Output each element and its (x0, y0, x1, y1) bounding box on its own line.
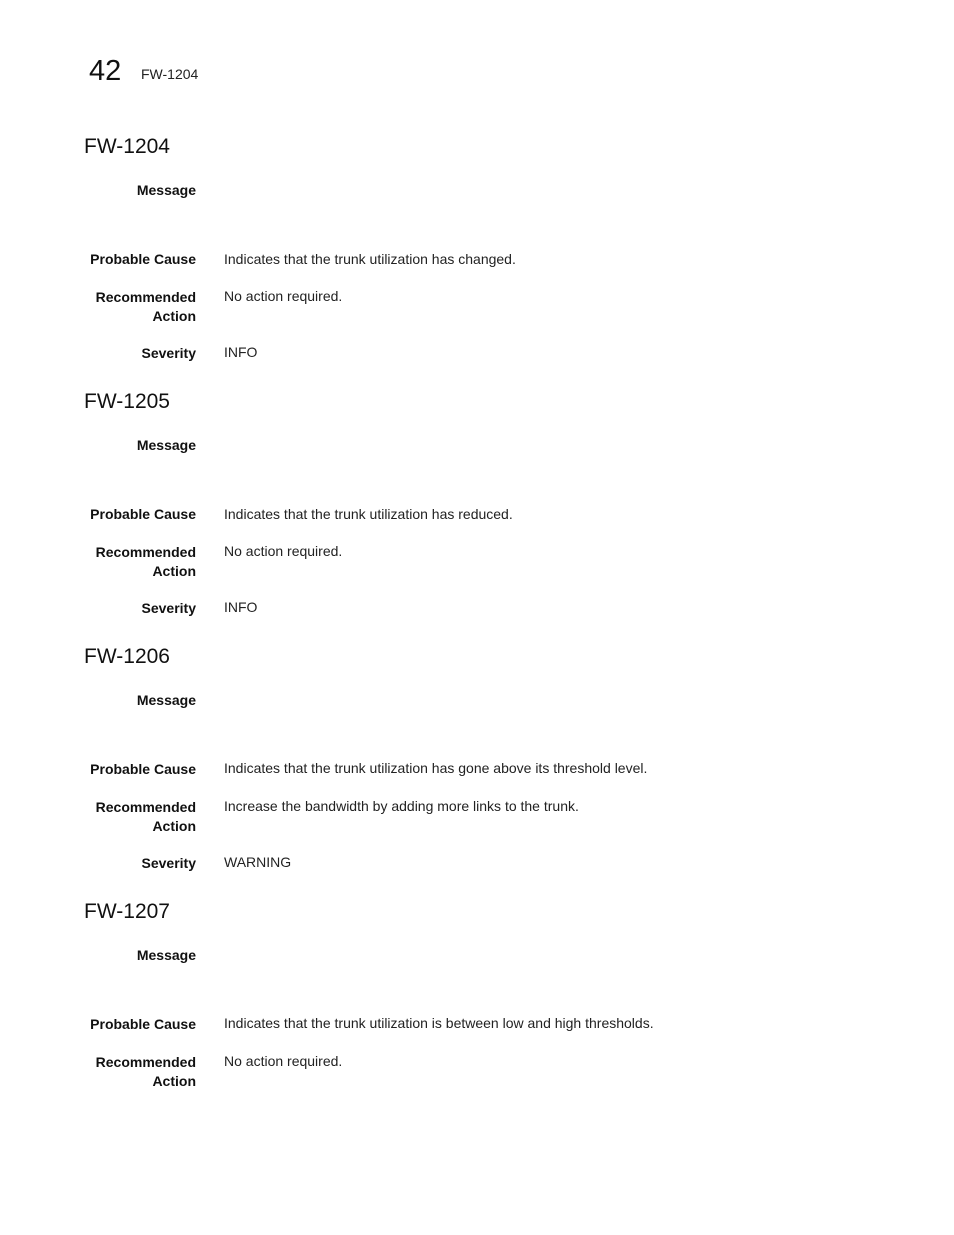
entry-title: FW-1207 (84, 900, 170, 923)
severity-label: Severity (141, 855, 196, 871)
probable-cause-label: Probable Cause (90, 251, 196, 267)
recommended-action-label-line2: Action (152, 1073, 196, 1089)
recommended-action-label-line1: Recommended (95, 1054, 196, 1070)
severity-value: INFO (224, 599, 258, 615)
probable-cause-value: Indicates that the trunk utilization has reduced. (224, 506, 513, 522)
probable-cause-label: Probable Cause (90, 761, 196, 777)
recommended-action-label-line1: Recommended (95, 799, 196, 815)
recommended-action-label-line2: Action (152, 563, 196, 579)
recommended-action-label-line2: Action (152, 818, 196, 834)
probable-cause-label: Probable Cause (90, 1016, 196, 1032)
severity-value: INFO (224, 344, 258, 360)
probable-cause-value: Indicates that the trunk utilization has gone above its threshold level. (224, 760, 648, 776)
probable-cause-label: Probable Cause (90, 506, 196, 522)
severity-value: WARNING (224, 854, 292, 870)
recommended-action-value: No action required. (224, 543, 343, 559)
message-label: Message (136, 692, 196, 708)
entry-title: FW-1204 (84, 135, 170, 158)
recommended-action-value: No action required. (224, 1053, 343, 1069)
entry-title: FW-1206 (84, 645, 170, 668)
probable-cause-value: Indicates that the trunk utilization has changed. (224, 251, 516, 267)
recommended-action-value: No action required. (224, 288, 343, 304)
page-number: 42 (89, 55, 122, 87)
probable-cause-value: Indicates that the trunk utilization is between low and high thresholds. (224, 1015, 654, 1031)
message-label: Message (136, 437, 196, 453)
entry-title: FW-1205 (84, 390, 170, 413)
recommended-action-label-line1: Recommended (95, 544, 196, 560)
recommended-action-label-line1: Recommended (95, 289, 196, 305)
severity-label: Severity (141, 600, 196, 616)
running-title: FW-1204 (141, 66, 199, 82)
message-label: Message (136, 182, 196, 198)
recommended-action-label-line2: Action (152, 308, 196, 324)
recommended-action-value: Increase the bandwidth by adding more links to the trunk. (224, 798, 579, 814)
severity-label: Severity (141, 345, 196, 361)
message-label: Message (136, 947, 196, 963)
